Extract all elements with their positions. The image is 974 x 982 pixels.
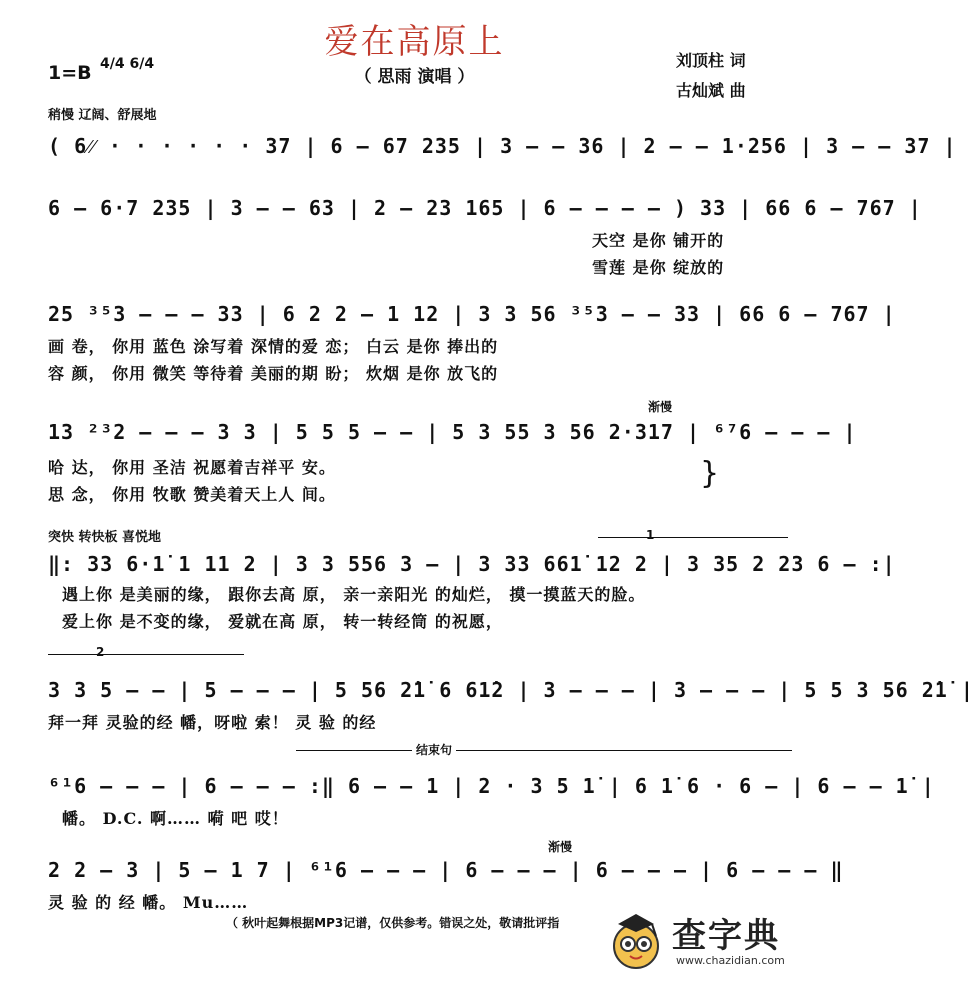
time-sig-b: 6/4 [129,56,155,72]
score-row-2: 6 – 6·7 235 | 3 – – 63 | 2 – 23 165 | 6 – – – – ) 33 | 66 6 – 767 | [48,196,922,220]
score-row-1: ( 6⁄⁄ · · · · · · 37 | 6 – 67 235 | 3 – – 36 | 2 – – 1·256 | 3 – – 37 | [48,134,957,158]
time-signature [100,58,154,71]
volta-2-bracket [48,654,244,655]
singer-line: （ 思雨 演唱 ） [354,67,475,87]
end-phrase-label: 结束句 [412,741,456,758]
score-row-6: 3 3 5 – – | 5 – – – | 5 56 2̇1̇ 6 61̇2 | 3 – – – | 3 – – – | 5 5 3 56 2̇1̇ | [48,678,974,702]
tempo-marking-1: 稍慢 辽阔、舒展地 [48,108,157,123]
time-sig-a: 4/4 [100,56,125,72]
slow-marking-2: 渐慢 [548,840,573,854]
brace: } [700,456,720,491]
lyric-row-2b: 雪莲 是你 绽放的 [592,258,725,277]
volta-1-bracket [598,537,788,538]
key-signature: 1=B [48,62,92,84]
composer: 古灿斌 曲 [676,81,746,100]
logo-text: 查字典 [672,916,780,956]
lyric-row-7: 幡。 D.C. 啊…… 嗬 吧 哎！ [62,809,289,828]
lyric-row-5b: 爱上你 是不变的缘， 爱就在高 原， 转一转经筒 的祝愿， [62,612,503,631]
lyricist: 刘顶柱 词 [676,51,746,70]
score-row-3: 25 ³⁵3 – – – 33 | 6 2 2 – 1 12 | 3 3 56 ³⁵3 – – 33 | 66 6 – 767 | [48,302,896,326]
score-row-4: 13 ²³2 – – – 3 3 | 5 5 5 – – | 5 3 55 3 56 2·317 | ⁶⁷6 – – – | [48,420,857,444]
footer-note: （ 秋叶起舞根据MP3记谱，仅供参考。错误之处，敬请批评指 [226,916,560,930]
lyric-row-8: 灵 验 的 经 幡。 Mu…… [48,893,249,912]
score-row-5: ‖: 33 6·1̇ 1 11 2 | 3 3 556 3 – | 3 33 661̇ 12 2 | 3 35 2 23 6 – :| [48,552,896,576]
slow-marking-1: 渐慢 [648,400,673,414]
lyric-row-6: 拜一拜 灵验的经 幡，呀啦 索！ 灵 验 的经 [48,713,377,732]
volta-2-label: 2 [96,645,105,659]
lyric-row-4b: 思 念， 你用 牧歌 赞美着天上人 间。 [48,485,336,504]
chazidian-logo [604,904,814,974]
song-title: 爱在高原上 [324,22,505,62]
end-phrase-bracket [296,750,792,751]
volta-1-label: 1 [646,528,655,542]
tempo-marking-2: 突快 转快板 喜悦地 [48,530,162,545]
logo-url: www.chazidian.com [676,954,785,967]
lyric-row-5a: 遇上你 是美丽的缘， 跟你去高 原， 亲一亲阳光 的灿烂， 摸一摸蓝天的脸。 [62,585,646,604]
score-row-7: ⁶¹6 – – – | 6 – – – :‖ 6 – – 1 | 2 · 3 5 1̇ | 6 1̇ 6 · 6 – | 6 – – 1̇ | [48,774,935,798]
lyric-row-2a: 天空 是你 铺开的 [592,231,725,250]
lyric-row-4a: 哈 达， 你用 圣洁 祝愿着吉祥平 安。 [48,458,336,477]
lyric-row-3b: 容 颜， 你用 微笑 等待着 美丽的期 盼； 炊烟 是你 放飞的 [48,364,499,383]
lyric-row-3a: 画 卷， 你用 蓝色 涂写着 深情的爱 恋； 白云 是你 捧出的 [48,337,499,356]
score-row-8: 2 2 – 3 | 5 – 1 7 | ⁶¹6 – – – | 6 – – – | 6 – – – | 6 – – – ‖ [48,858,844,882]
